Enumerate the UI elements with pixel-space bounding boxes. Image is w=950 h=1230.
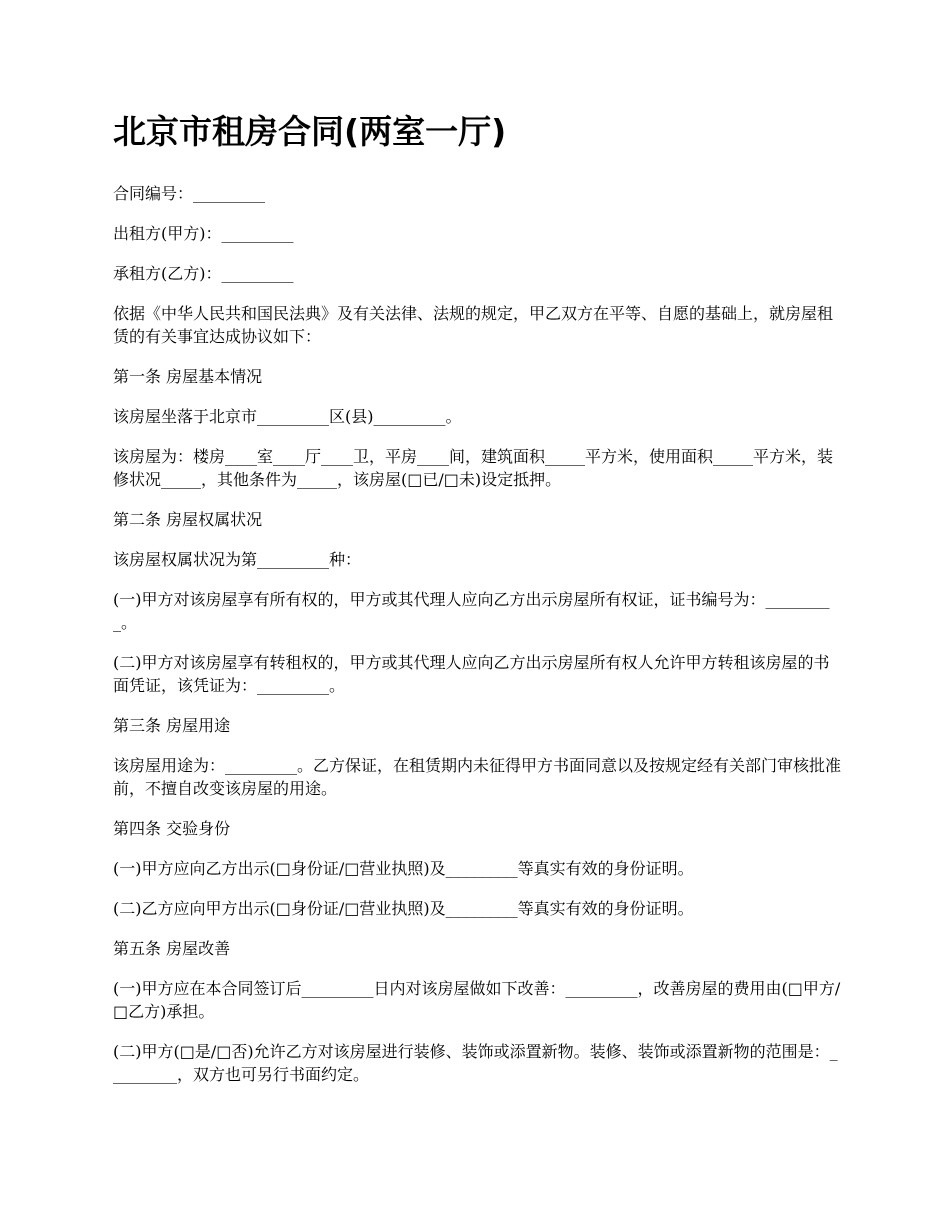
article-5-heading: 第五条 房屋改善 [113,938,231,958]
lessor-party: 出租方(甲方)：_________ [113,223,294,243]
article-4-heading: 第四条 交验身份 [113,818,231,838]
article-2-heading: 第二条 房屋权属状况 [113,509,263,529]
article-1-details: 该房屋为：楼房____室____厅____卫，平房____间，建筑面积_____平方米，使用面积_____平方米，装修状况_____，其他条件为_____，该房屋(□已/□未)设定抵押。 [113,446,834,489]
lessee-party: 承租方(乙方)：_________ [113,263,294,283]
article-3-heading: 第三条 房屋用途 [113,715,231,735]
article-4-clause-1: (一)甲方应向乙方出示(□身份证/□营业执照)及_________等真实有效的身份证明。 [113,858,694,878]
article-5-clause-1: (一)甲方应在本合同签订后_________日内对该房屋做如下改善：_________，改善房屋的费用由(□甲方/□乙方)承担。 [113,978,841,1021]
article-3-usage: 该房屋用途为：_________。乙方保证，在租赁期内未征得甲方书面同意以及按规定经有关部门审核批准前，不擅自改变该房屋的用途。 [113,755,842,798]
article-1-heading: 第一条 房屋基本情况 [113,366,263,386]
document-title: 北京市租房合同(两室一厅) [113,112,507,151]
article-2-clause-1: (一)甲方对该房屋享有所有权的，甲方或其代理人应向乙方出示房屋所有权证，证书编号为：_________。 [113,589,830,632]
article-2-clause-2: (二)甲方对该房屋享有转租权的，甲方或其代理人应向乙方出示房屋所有权人允许甲方转租该房屋的书面凭证，该凭证为：_________。 [113,652,830,695]
article-1-location: 该房屋坐落于北京市_________区(县)_________。 [113,406,462,426]
article-4-clause-2: (二)乙方应向甲方出示(□身份证/□营业执照)及_________等真实有效的身份证明。 [113,898,694,918]
preamble: 依据《中华人民共和国民法典》及有关法律、法规的规定，甲乙双方在平等、自愿的基础上，就房屋租赁的有关事宜达成协议如下： [113,303,834,346]
contract-number: 合同编号：_________ [113,183,266,203]
document-body [113,112,843,1103]
article-5-clause-2: (二)甲方(□是/□否)允许乙方对该房屋进行装修、装饰或添置新物。装修、装饰或添置新物的范围是：_________，双方也可另行书面约定。 [113,1041,838,1084]
article-2-type: 该房屋权属状况为第_________种： [113,549,362,569]
